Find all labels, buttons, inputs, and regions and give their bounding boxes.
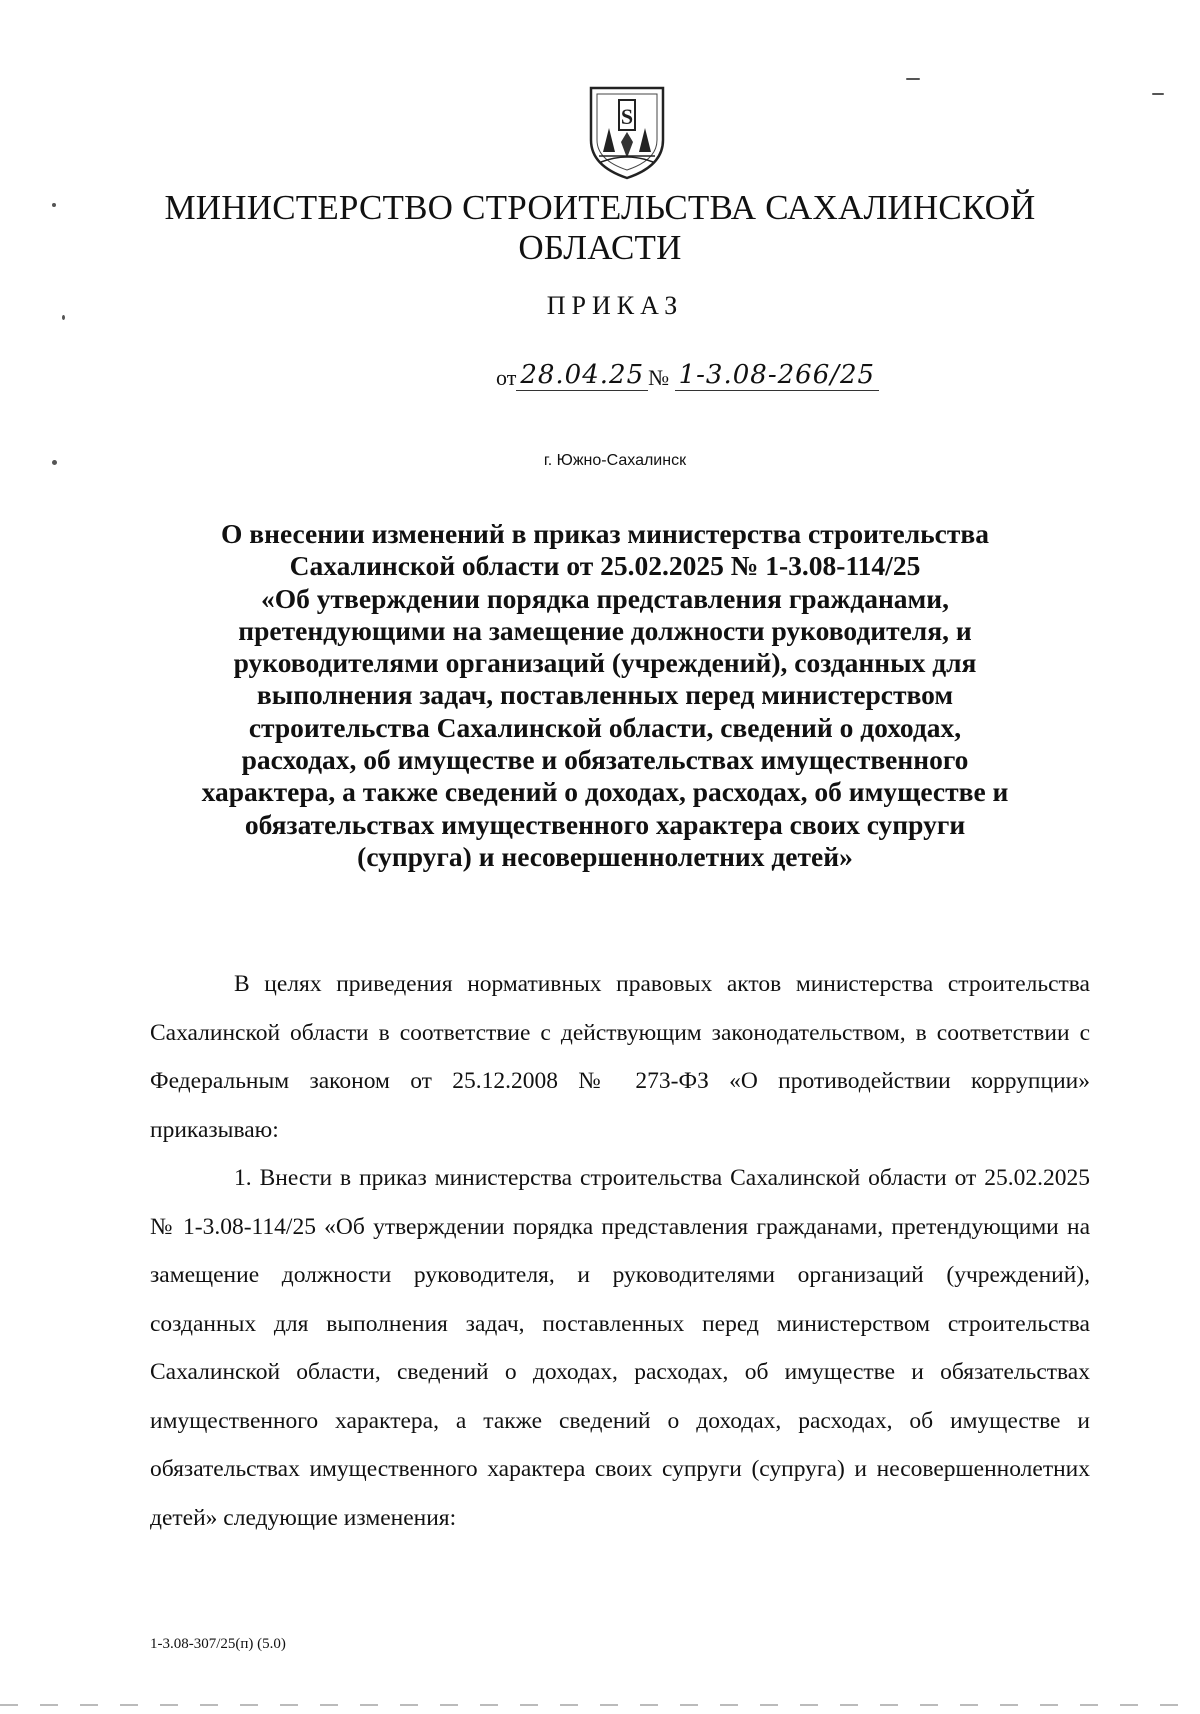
order-date-number xyxy=(496,360,879,394)
title-line: «Об утверждении порядка представления гражданами, xyxy=(260,582,949,614)
title-line: обязательствах имущественного характера своих супруги xyxy=(244,808,966,840)
svg-text:S: S xyxy=(620,104,634,129)
title-line: руководителями организаций (учреждений), созданных для xyxy=(233,647,977,679)
scan-speck xyxy=(1152,93,1164,95)
ministry-name xyxy=(150,188,1050,268)
scan-speck xyxy=(906,78,920,80)
body-paragraph-item-1: 1. Внести в приказ министерства строительства Сахалинской области от 25.02.2025 № 1-3.08-114/25 «Об утверждении порядка представления гражданами, претендующими на замещение должности руководителя, и руководителями организаций (учреждений), созданных для выполнения задач, поставленных перед министерством строительства Сахалинской области, сведений о доходах, расходах, об имуществе и обязательствах имущественного характера, а также сведений о доходах, расходах, об имуществе и обязательствах имущественного характера своих супруги (супруга) и несовершеннолетних детей» следующие изменения: xyxy=(150,1165,1090,1531)
scan-edge xyxy=(0,1704,1200,1706)
order-number: 1-3.08-266/25 xyxy=(675,360,879,391)
ministry-name-line2: ОБЛАСТИ xyxy=(518,228,682,267)
title-line: О внесении изменений в приказ министерства строительства xyxy=(221,518,989,549)
title-line: расходах, об имуществе и обязательствах имущественного xyxy=(241,744,969,776)
title-line: (супруга) и несовершеннолетних детей» xyxy=(357,840,853,872)
order-heading: ПРИКАЗ xyxy=(546,291,684,320)
order-date: 28.04.25 xyxy=(516,360,648,391)
title-line: выполнения задач, поставленных перед министерством xyxy=(256,679,954,711)
title-line: Сахалинской области от 25.02.2025 № 1-3.08-114/25 xyxy=(289,550,921,582)
order-number-label: № xyxy=(648,365,670,390)
city-name: г. Южно-Сахалинск xyxy=(543,452,687,469)
title-line: претендующими на замещение должности руководителя, и xyxy=(238,614,972,646)
scan-speck xyxy=(52,460,57,465)
ministry-name-line1: МИНИСТЕРСТВО СТРОИТЕЛЬСТВА САХАЛИНСКОЙ xyxy=(164,188,1036,227)
body-paragraph-preamble: В целях приведения нормативных правовых актов министерства строительства Сахалинской области в соответствие с действующим законодательством, в соответствии с Федеральным законом от 25.12.2008 № 273-ФЗ «О противодействии коррупции» приказываю: xyxy=(150,971,1090,1143)
document-title xyxy=(150,518,1060,873)
document-body xyxy=(150,960,1090,1542)
title-line: строительства Сахалинской области, сведений о доходах, xyxy=(248,711,962,743)
scan-speck xyxy=(62,315,65,320)
scan-speck xyxy=(52,203,56,207)
document-code: 1-3.08-307/25(п) (5.0) xyxy=(150,1636,286,1652)
title-line: характера, а также сведений о доходах, расходах, об имуществе и xyxy=(201,776,1009,808)
sakhalin-coat-of-arms-icon xyxy=(585,82,669,180)
order-from-label: от xyxy=(496,365,517,390)
